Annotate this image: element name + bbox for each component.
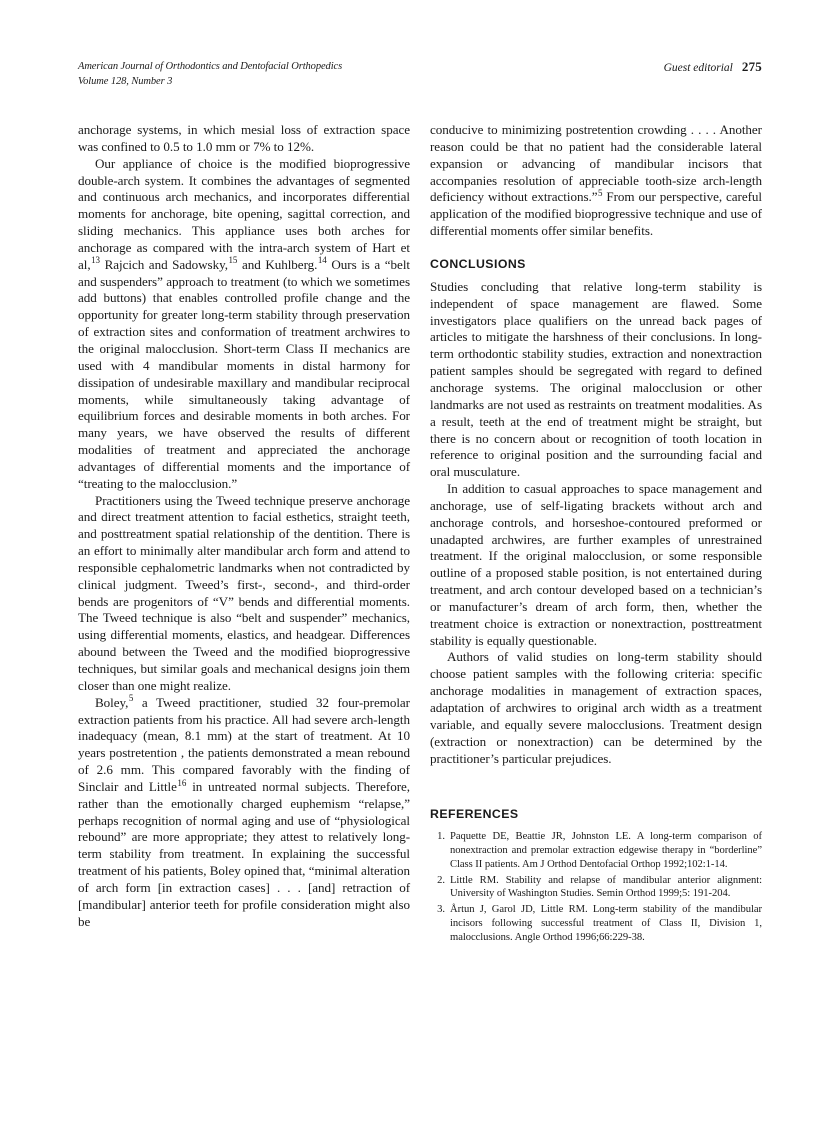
left-column (78, 122, 410, 931)
citation-superscript[interactable]: 15 (228, 255, 238, 266)
body-paragraph (430, 279, 762, 481)
reference-number: 2. (437, 874, 445, 886)
paragraph-text: in untreated normal subjects. Therefore, rather than the emotionally charged euphemism “relapse,” perhaps recognition of normal aging and use of “physiological rebound” are more appropriate; they attest to relatively long-term stability from treatment. In explaining the successful treatment of his patients, Boley opined that, “minimal alteration of arch form [in extraction cases] . . . [and] retraction of [mandibular] anterior teeth for profile consideration might also be (78, 778, 410, 929)
body-paragraph (78, 695, 410, 931)
paragraph-text: From our perspective, careful application of the modified bioprogressive technique and use of differential moments offer similar benefits. (430, 189, 763, 239)
right-column (430, 122, 762, 947)
reference-text: Årtun J, Garol JD, Little RM. Long-term stability of the mandibular incisors following successful treatment of Class II, Division 1, malocclusions. Angle Orthod 1996;66:229-38. (450, 904, 762, 943)
citation-superscript[interactable]: 14 (317, 255, 327, 266)
running-head (78, 60, 762, 89)
section-label: Guest editorial (663, 62, 733, 74)
citation-superscript[interactable]: 13 (91, 255, 100, 266)
paragraph-text: Practitioners using the Tweed technique preserve anchorage and direct treatment attention to facial esthetics, straight teeth, and posttreatment spatial relationship of the dentition. There is an effort to minimally alter mandibular arch form and attend to responsible cephalometric landmarks when not contradicted by clinical judgment. Tweed’s first-, second-, and third-order bends are progenitors of “V” bends and differential moments. The Tweed technique is also “belt and suspender” mechanics, using differential moments, elastics, and headgear. Differences abound between the Tweed and the modified bioprogressive techniques, but similar goals and mechanical designs join them closer than one might realize. (78, 492, 410, 693)
paragraph-text: Rajcich and Sadowsky, (99, 256, 228, 272)
reference-text: Little RM. Stability and relapse of mandibular anterior alignment: University of Washington Studies. Semin Orthod 1999;5: 191-204. (450, 874, 762, 900)
running-head-left (78, 60, 342, 89)
reference-number: 1. (437, 831, 445, 843)
paragraph-text: anchorage systems, in which mesial loss of extraction space was confined to 0.5 to 1.0 mm or 7% to 12%. (78, 122, 410, 154)
reference-item[interactable] (430, 874, 762, 901)
citation-superscript[interactable]: 5 (128, 693, 134, 704)
paragraph-text: Authors of valid studies on long-term stability should choose patient samples with the following criteria: specific anchorage modalities in management of extraction spaces, adaptation of archwires to original arch width as a treatment variable, and equally severe malocclusions. Treatment design (extraction or nonextraction) can be determined by the practitioner’s particular prejudices. (430, 649, 762, 766)
paragraph-text: Our appliance of choice is the modified bioprogressive double-arch system. It combines the advantages of segmented and continuous arch mechanics, and incorporates differential moments for anchorage, bite opening, sagittal correction, and sliding mechanics. This appliance uses both arches for anchorage as compared with the intra-arch system of Hart et al, (78, 155, 410, 272)
volume-issue-line: Volume 128, Number 3 (78, 75, 173, 87)
body-paragraph (430, 481, 762, 649)
reference-item[interactable] (430, 830, 762, 871)
paragraph-text: and Kuhlberg. (237, 256, 318, 272)
citation-superscript[interactable]: 5 (597, 188, 603, 199)
conclusions-heading: CONCLUSIONS (430, 256, 526, 271)
paragraph-text: Studies concluding that relative long-term stability is independent of space management are flawed. Some investigators place qualifiers on the unread back pages of articles to mitigate the harshness of their conclusions. In long-term orthodontic stability studies, extraction and nonextraction patient samples should be segregated with regard to defined anchorage systems. The original malocclusion or other landmarks are not used as restraints on treatment modalities. As a result, teeth at the end of treatment might be straight, but there is no concern about or recognition of tooth location in reference to original position and the surrounding facial and oral musculature. (430, 278, 762, 480)
paragraph-text: Ours is a “belt and suspenders” approach to treatment (to which we sometimes add buttons) that enables controlled profile change and the opportunity for greater long-term stability through preservation of extraction sites and conformation of treatment archwires to the original malocclusion. Short-term Class II mechanics are used with 4 mandibular moments in distal harmony for dissipation of undesirable maxillary and mandibular reciprocal moments, while simultaneously taking advantage of equilibrium forces and desirable moments in both arches. For many years, we have observed the results of different modalities of treatment and appreciated the anchorage advantages of differential moments and the importance of “treating to the malocclusion.” (78, 256, 410, 491)
paragraph-text: conducive to minimizing postretention crowding . . . . Another reason could be that no patient had the considerable lateral expansion or advancing of mandibular incisors that accompanies resolution of appreciable tooth-size arch-length deficiency without extractions.” (430, 122, 762, 205)
body-paragraph (78, 156, 410, 493)
paragraph-text: Boley, (95, 694, 129, 710)
body-paragraph (430, 122, 762, 240)
paragraph-text: a Tweed practitioner, studied 32 four-premolar extraction patients from his practice. All had severe arch-length inadequacy (mean, 8.1 mm) at the start of treatment. At 10 years postretention , the patients demonstrated a mean rebound of 2.6 mm. This compared favorably with the finding of Sinclair and Little (78, 694, 410, 794)
journal-title: American Journal of Orthodontics and Dentofacial Orthopedics (78, 61, 343, 72)
reference-text: Paquette DE, Beattie JR, Johnston LE. A long-term comparison of nonextraction and premolar extraction edgewise therapy in “borderline” Class II patients. Am J Orthod Dentofacial Orthop 1992;102:1-14. (450, 831, 762, 870)
body-paragraph (78, 122, 410, 156)
reference-item[interactable] (430, 903, 762, 944)
references-heading: REFERENCES (430, 807, 519, 822)
reference-list (430, 830, 762, 944)
running-head-right (664, 60, 762, 76)
citation-superscript[interactable]: 16 (177, 777, 187, 788)
body-paragraph (78, 493, 410, 695)
body-paragraph (430, 649, 762, 767)
body-columns (78, 122, 762, 947)
page-number: 275 (741, 59, 762, 74)
reference-number: 3. (437, 904, 445, 916)
paragraph-text: In addition to casual approaches to space management and anchorage, use of self-ligating brackets without arch and anchorage controls, and horseshoe-contoured preformed or unadapted archwires, are further examples of unrestrained treatment. If the original malocclusion, or some responsible outline of a proposed stable position, is not entertained during treatment, and arch contour developed based on a technician’s or manufacturer’s dream of arch form, then, whether the treatment choice is extraction or nonextraction, posttreatment stability is equally questionable. (430, 481, 762, 648)
